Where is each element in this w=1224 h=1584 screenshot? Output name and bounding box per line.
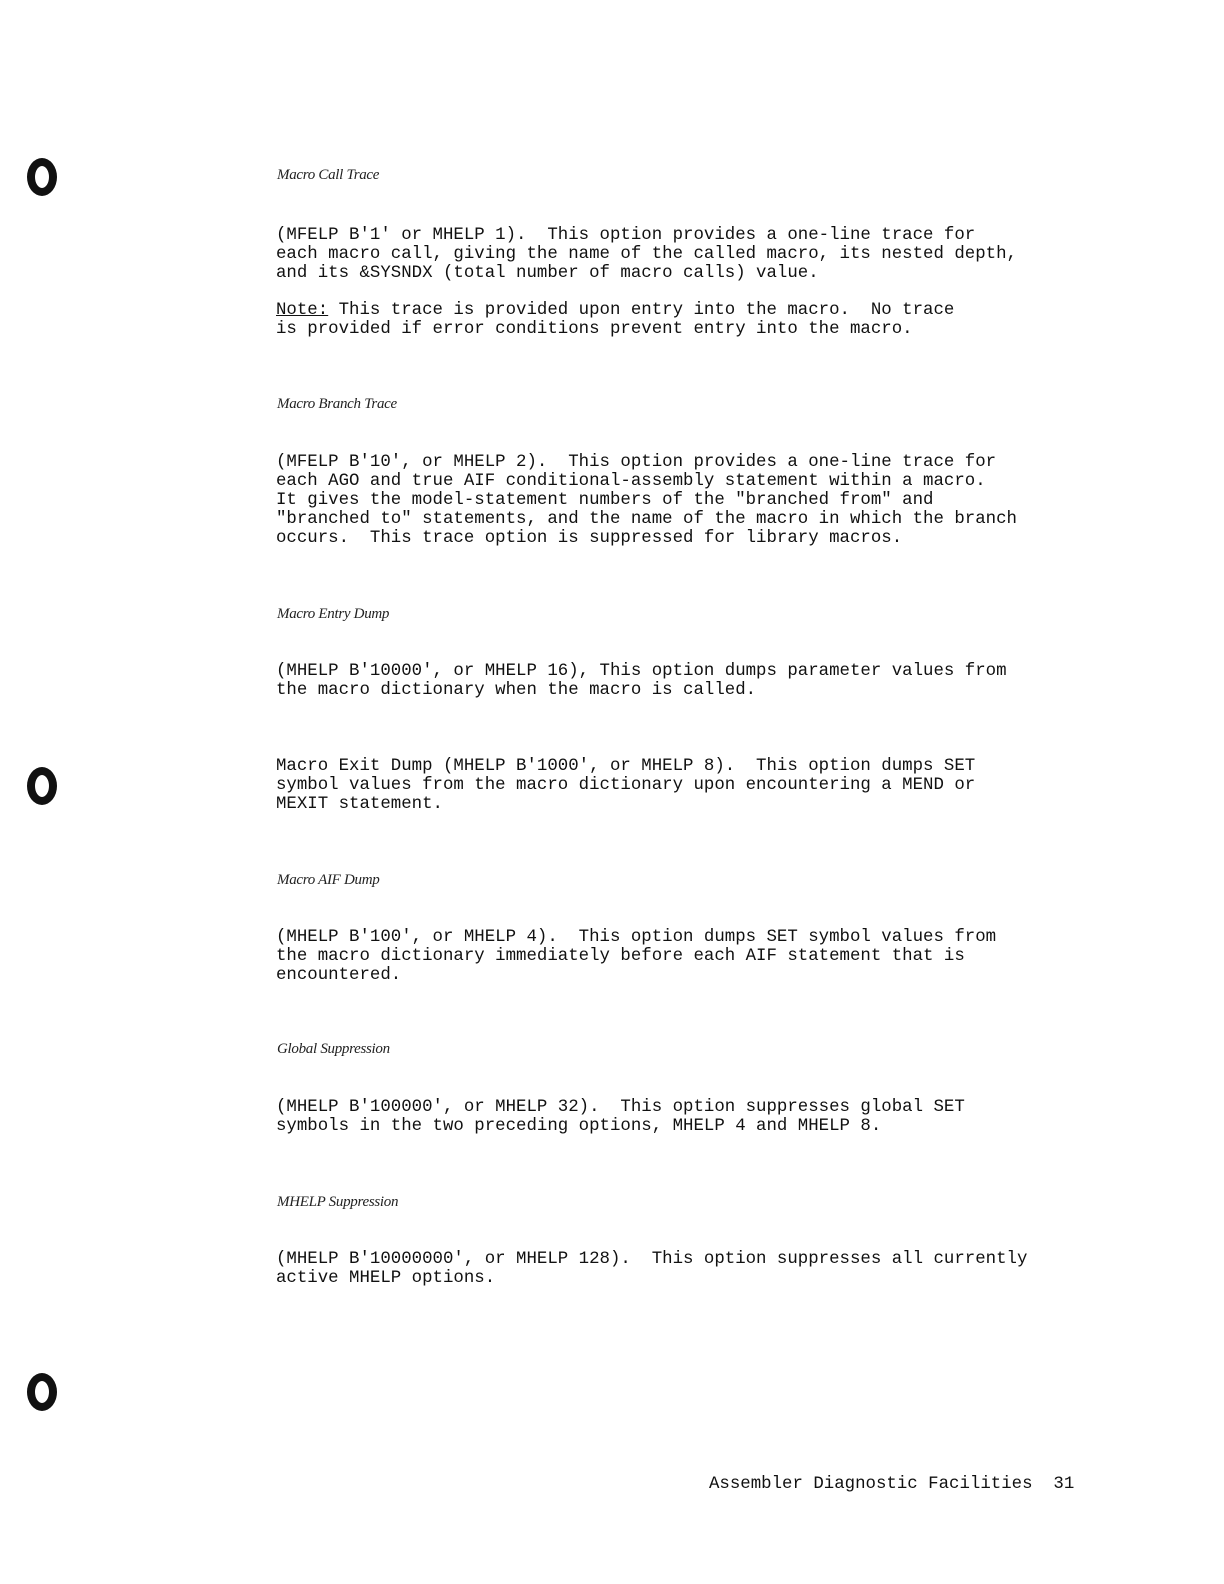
paragraph-entry-dump: [276, 662, 1007, 700]
note-call-trace: [276, 301, 954, 339]
text-line: and its &SYSNDX (total number of macro calls) value.: [276, 264, 819, 283]
section-heading-aif-dump: Macro AIF Dump: [277, 872, 380, 888]
text-line: is provided if error conditions prevent entry into the macro.: [276, 320, 913, 339]
paragraph-exit-dump: [276, 757, 975, 814]
text-line: encountered.: [276, 966, 402, 985]
text-line: active MHELP options.: [276, 1269, 496, 1288]
text-line: (MHELP B'10000', or MHELP 16), This option dumps parameter values from: [276, 662, 1007, 681]
section-heading-call-trace: Macro Call Trace: [277, 167, 380, 183]
paragraph-global-suppression: [276, 1098, 965, 1136]
punch-hole-icon: [27, 1373, 57, 1411]
section-heading-mhelp-suppression: MHELP Suppression: [277, 1194, 399, 1210]
text-line: each AGO and true AIF conditional-assembly statement within a macro.: [276, 472, 986, 491]
text-line: (MFELP B'1' or MHELP 1). This option provides a one-line trace for: [276, 226, 976, 245]
section-heading-global-suppression: Global Suppression: [277, 1041, 390, 1057]
text-line: (MHELP B'100', or MHELP 4). This option dumps SET symbol values from: [276, 928, 997, 947]
section-heading-entry-dump: Macro Entry Dump: [277, 606, 390, 622]
text-line: symbols in the two preceding options, MHELP 4 and MHELP 8.: [276, 1117, 882, 1136]
page-footer: [709, 1475, 1074, 1494]
paragraph-aif-dump: [276, 928, 996, 985]
footer-title: Assembler Diagnostic Facilities: [709, 1475, 1033, 1494]
text-line: occurs. This trace option is suppressed for library macros.: [276, 529, 903, 548]
text-line: (MHELP B'10000000', or MHELP 128). This option suppresses all currently: [276, 1250, 1028, 1269]
punch-hole-icon: [27, 158, 57, 196]
text-line: "branched to" statements, and the name of the macro in which the branch: [276, 510, 1017, 529]
text-line: Macro Exit Dump (MHELP B'1000', or MHELP 8). This option dumps SET: [276, 757, 976, 776]
text-line: (MHELP B'100000', or MHELP 32). This option suppresses global SET: [276, 1098, 965, 1117]
paragraph-branch-trace: [276, 453, 1017, 548]
note-text: This trace is provided upon entry into the macro. No trace: [328, 301, 955, 320]
text-line: [276, 301, 954, 320]
paragraph-mhelp-suppression: [276, 1250, 1027, 1288]
text-line: MEXIT statement.: [276, 795, 443, 814]
section-heading-branch-trace: Macro Branch Trace: [277, 396, 397, 412]
text-line: the macro dictionary when the macro is called.: [276, 681, 757, 700]
punch-hole-icon: [27, 767, 57, 805]
text-line: (MFELP B'10', or MHELP 2). This option provides a one-line trace for: [276, 453, 997, 472]
page-number: 31: [1053, 1475, 1075, 1494]
text-line: the macro dictionary immediately before each AIF statement that is: [276, 947, 965, 966]
note-label: Note:: [276, 301, 329, 320]
text-line: It gives the model-statement numbers of the "branched from" and: [276, 491, 934, 510]
text-line: symbol values from the macro dictionary upon encountering a MEND or: [276, 776, 976, 795]
paragraph-call-trace: [276, 226, 1017, 283]
text-line: each macro call, giving the name of the called macro, its nested depth,: [276, 245, 1017, 264]
